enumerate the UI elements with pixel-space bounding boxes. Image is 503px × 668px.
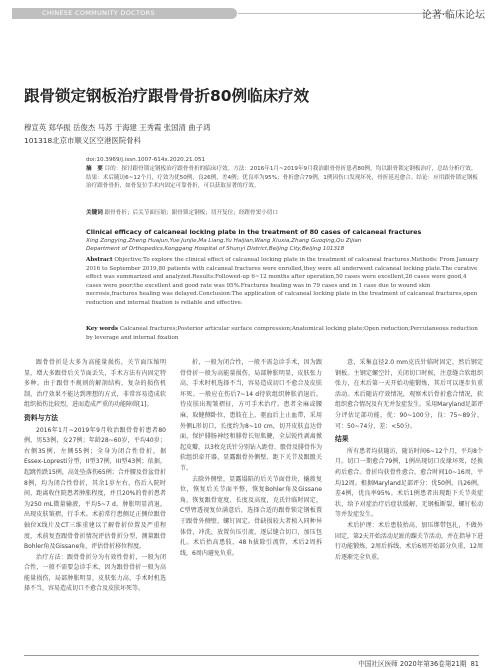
section-heading: 资料与方法: [24, 413, 58, 422]
footer-rule: [24, 655, 479, 656]
doi: doi:10.3969/j.issn.1007-614x.2020.21.051: [86, 157, 206, 163]
page-footer: [0, 652, 503, 668]
abstract-en-label: Abstract: [86, 257, 113, 263]
section-heading: 结果: [335, 435, 349, 444]
body-paragraph: 折，一般为闭合性，一般不需急诊手术，因为跟骨骨折一般为高能量损伤，局部肿胀明显，皮肤张力高，手术时机选择不当，容易造成切口不愈合及皮肤坏死。一般应在伤后7~14 d待软组织肿胀消退后，待皮肤出现皱褶征，方可手术治疗。患者全麻或腰麻，取健侧卧位，患肢在上，驱血后上止血带，采用外侧L形切口，长度约为8~10 cm，切开皮肤直达骨面，保护腓肠神经和腓骨长短肌腱，全层锐性剥离掀起皮瓣，以3枚克氏针分别钻入距骨、骰骨及腓骨作为软组织牵开器，显露跟骨外侧壁、距下关节及跟骰关节。: [180, 359, 322, 472]
body-paragraph: 2016年1月~2019年9月收治跟骨骨折患者80例，男53例，女27例；年龄28~60岁，平均40岁；右侧35例，左侧55例；全身为闭合性骨折，据Essex-Lopresti分型，II型37例，III型43例；依据，起跳性跌15例，高处坠落伤65例；合并腰及骨盆骨折8例，均为闭合性骨折，其余1岁左右，伤后入院时间，距离收住院患者肿胀程度，并且20%的骨折患者为250 mL微量输液，平均5~7 d。肿胀明显消退，出现皮肤皱褶，行手术。术前常行患侧足正侧位跟骨轴位X线片及CT三维重建以了解骨折位置及严重程度，术前复查跟骨骨折情况评估骨折分型，测量跟骨Bohler角及Gissane角，评估骨折移位程度。: [24, 426, 166, 551]
affiliation: 101318北京市顺义区空港医院骨科: [24, 136, 141, 145]
keywords-cn-text: 跟骨骨折；后关节面压缩；跟骨锁定钢板；切开复位；经跗骨窦小切口: [104, 210, 278, 216]
keywords-en: [86, 325, 481, 342]
header-rule: [238, 13, 450, 14]
english-authors: Xing Zongying,Zheng Huajun,Yue Junjie,Ma Liang,Yu Haijian,Wang Xiuxia,Zhang Guoqing,Qu Zijian: [86, 238, 362, 244]
page-header: [0, 0, 503, 27]
body-column-3: [335, 358, 483, 638]
keywords-cn-label: 关键词: [86, 210, 103, 216]
keywords-cn: [86, 209, 481, 218]
abstract-cn: [86, 165, 481, 191]
footer-issue: 2020年第36卷第21期: [399, 660, 467, 668]
journal-name-en: CHINESE COMMUNITY DOCTORS: [42, 9, 155, 17]
body-paragraph: 所有患者均获随访，随访时间6~12个月，平均8个月。切口一期愈合79例，1例出现切口皮缘坏死，经换药后愈合。骨折均获骨性愈合，愈合时间10~16周，平均12周。根据Maryland足部评分：优50例，良26例，差4例，优良率95%。术后1例患者出现距下关节炎症状，给予对症治疗后症状缓解，无钢板断裂、螺钉松动等并发症发生。: [335, 447, 483, 519]
page-number: 81: [470, 660, 479, 668]
body-paragraph: 去除外侧壁，显露塌陷的后关节面骨块，撬拨复位，恢复后关节面平整，恢复Bohler角及Gissane角，恢复跟骨宽度、长度及高度，克氏针临时固定，C型臂透视复位满意后，选择合适的跟骨锁定钢板置于跟骨外侧壁，螺钉固定。骨缺损较大者植入同种异体骨，冲洗，放置负压引流，逐层缝合切口，加压包扎。术后抬高患肢，48 h拔除引流管，术后2周拆线，6周内避免负重。: [180, 475, 322, 557]
body-column-1: [24, 358, 166, 638]
section-label: 论著·临床论坛: [421, 10, 485, 21]
footer-info: [358, 658, 479, 668]
english-affiliation: Department of Orthopedics,Konggang Hospital of Shunyi District,Beijing City,Beijing 101318: [86, 246, 345, 252]
abstract-en-text: Objective:To explore the clinical effect of calcaneal locking plate in the treatment of calcaneal fractures.Methods: From January 2016 to September 2019,80 patients with calcaneal fractures were enrolled,they were all underwent calcaneal locking plate.The curative effect was summarized and analyzed.Results:Followed-up 6~12 months after operation,50 cases were excellent,26 cases were good,4 cases were poor;the excellent and good rate was 95%.Fractures healing was in 79 cases and in 1 case due to wound skin necrosis,fractures healing was delayed.Conclusion:The application of calcaneal locking plate in the treatment of calcaneal fractures,open reduction and internal fixation is reliable and effective.: [86, 257, 479, 306]
article-title: 跟骨锁定钢板治疗跟骨骨折80例临床疗效: [24, 87, 310, 105]
body-paragraph: 治疗方法：跟骨骨折分为有效性骨折，一般为闭合性，一般不需要急诊手术，因为跟骨骨折一般为高能量损伤，局部肿胀明显，皮肤张力高，手术时机选择不当，容易造成切口不愈合及皮肤坏死等。: [24, 553, 166, 593]
body-paragraph: 跟骨骨折是大多为高能量损伤，关节面压缩明显，增大多跟骨后关节面丢失，手术方法有内固定特多种，由于跟骨不规则的解剖结构，复杂的损伤机制，治疗效果不能达到理想的方式，非常容易造成软组织损伤比较烈，进而造成严重的功能障碍[1]。: [24, 359, 166, 409]
abstract-cn-label: 摘 要: [86, 166, 103, 172]
abstract-cn-text: 目的：探讨跟骨锁定钢板治疗跟骨骨折的临床疗效。方法：2016年1月~2019年9月我治跟骨骨折患者80例，均以跟骨锁定钢板治疗，总结分析疗效。结果：术后随访6~12个月，疗效为优50例，良26例，差4例；优良率为95%；骨折愈合79例，1例因伤口发现坏死，骨折延迟愈合。结论：应用跟骨锁定钢板治疗跟骨骨折，如骨复位手术内固定可靠骨折，可以获取显著的疗效。: [86, 166, 478, 190]
english-title: Clinical efficacy of calcaneal locking plate in the treatment of 80 cases of calcaneal fractures: [86, 228, 422, 236]
keywords-en-text: Calcaneal fractures;Posterior articular surface compression;Anatomical locking plate;Open reduction;Percutaneous reduction by leverage and internal fixation: [86, 326, 478, 341]
journal-banner: [12, 8, 237, 19]
footer-journal: 中国社区医师: [358, 660, 398, 668]
body-paragraph: 术后护理：术后患肢抬高，加压绑带包扎，不做外固定，第2天开始活动足趾的踝关节活动，并在指导下进行功能锻炼，2周后拆线，术后6周开始部分负重，12周后逐渐完全负重。: [335, 521, 483, 561]
author-list: 穆宣英 郑华振 岳俊杰 马苏 于海建 王秀霞 张国清 曲子鸿: [24, 123, 211, 132]
body-paragraph: 意，采集直径2.0 mm克氏针临时固定，然后钢定钢板。主钢定螺空针，关闭切口时候，注意缝合软组织张力，在术后第一天开始功能锻炼，其后可以逐步负重活动。术后随访疗效情况，观察术后骨折愈合情况，软组织愈合情况及有无并发症发生。采用Maryland足部评分评估足部功能，优：90~100分，良：75~89分，可：50~74分，差：<50分。: [335, 359, 483, 430]
abstract-en: [86, 256, 481, 308]
body-column-2: [180, 358, 322, 638]
keywords-en-label: Key words: [86, 326, 119, 332]
